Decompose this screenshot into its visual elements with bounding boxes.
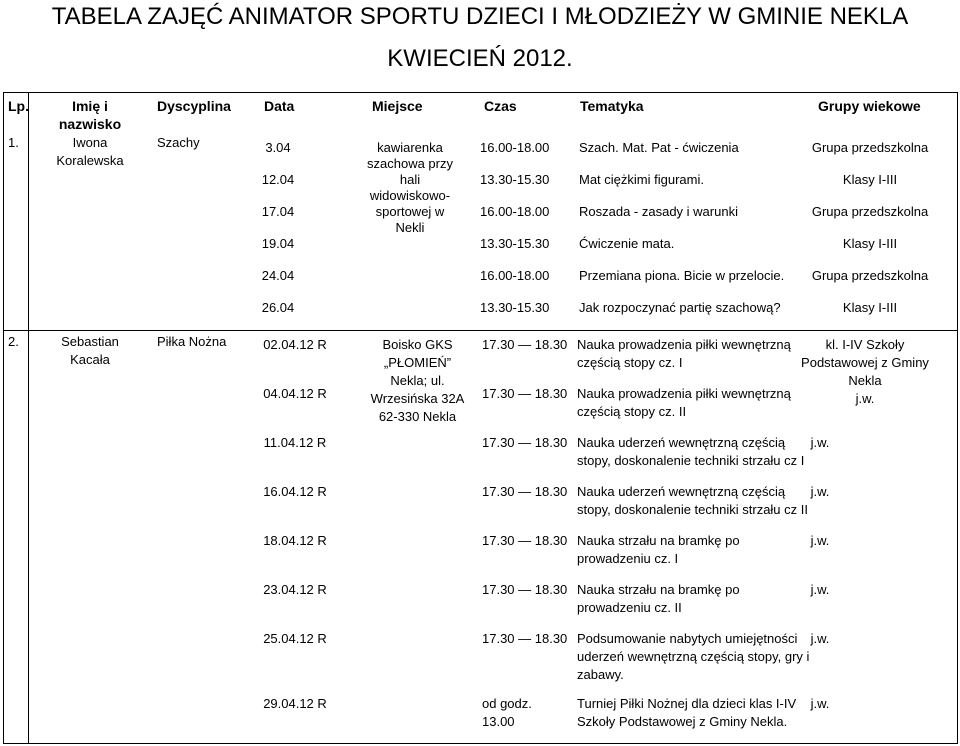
row2-topic: Nauka prowadzenia piłki wewnętrzną — [577, 337, 791, 352]
header-discipline: Dyscyplina — [157, 98, 231, 114]
row1-time: 16.00-18.00 — [480, 140, 550, 155]
row1-date: 19.04 — [261, 236, 295, 251]
document-title: TABELA ZAJĘĆ ANIMATOR SPORTU DZIECI I MŁODZIEŻY W GMINIE NEKLA — [51, 3, 909, 30]
row1-place-line: Nekli — [395, 220, 425, 235]
row2-group: j.w. — [810, 484, 830, 499]
row2-place-line: Boisko GKS — [382, 337, 453, 352]
row2-topic: Szkoły Podstawowej z Gminy Nekla. — [577, 714, 788, 729]
row1-date: 17.04 — [261, 204, 295, 219]
document-subtitle: KWIECIEŃ 2012. — [387, 45, 573, 72]
row1-time: 13.30-15.30 — [480, 236, 550, 251]
row2-place-line: „PŁOMIEŃ” — [383, 355, 452, 370]
row1-place-line: widowiskowo- — [369, 188, 451, 203]
row2-name-line2: Kacała — [70, 352, 110, 367]
row1-name-line1: Iwona — [72, 135, 108, 150]
row2-time: 17.30 — 18.30 — [482, 533, 568, 548]
row2-time: od godz. — [482, 696, 532, 711]
row2-topic: zabawy. — [577, 667, 624, 682]
row2-group: j.w. — [810, 582, 830, 597]
row2-group: j.w. — [855, 391, 875, 406]
row1-group: Grupa przedszkolna — [811, 140, 929, 155]
row2-topic: prowadzeniu cz. I — [577, 551, 679, 566]
row1-date: 3.04 — [265, 140, 291, 155]
row2-place-line: 62-330 Nekla — [378, 409, 457, 424]
row1-place-line: szachowa przy — [367, 156, 453, 171]
row2-time: 17.30 — 18.30 — [482, 484, 568, 499]
row2-time: 17.30 — 18.30 — [482, 631, 568, 646]
header-place: Miejsce — [372, 98, 423, 114]
row2-topic: Nauka prowadzenia piłki wewnętrzną — [577, 386, 791, 401]
row2-date: 23.04.12 R — [263, 582, 327, 597]
header-date: Data — [264, 98, 295, 114]
row2-group: j.w. — [810, 631, 830, 646]
row1-topic: Mat ciężkimi figurami. — [579, 172, 704, 187]
row2-date: 18.04.12 R — [263, 533, 327, 548]
row2-topic: stopy, doskonalenie techniki strzału cz I — [577, 453, 805, 468]
row1-place-line: sportowej w — [375, 204, 445, 219]
row1-name-line2: Koralewska — [56, 153, 124, 168]
row2-topic: Nauka strzału na bramkę po — [577, 582, 740, 597]
row1-topic: Roszada - zasady i warunki — [579, 204, 738, 219]
row-divider — [3, 330, 958, 331]
row2-lp: 2. — [8, 334, 19, 349]
row2-date: 29.04.12 R — [263, 696, 327, 711]
header-name-line1: Imię i — [72, 98, 108, 114]
header-groups: Grupy wiekowe — [818, 98, 921, 114]
row1-group: Klasy I-III — [842, 300, 898, 315]
row1-topic: Przemiana piona. Bicie w przelocie. — [579, 268, 785, 283]
row2-topic: Nauka uderzeń wewnętrzną częścią — [577, 484, 786, 499]
row2-time: 17.30 — 18.30 — [482, 582, 568, 597]
row1-time: 13.30-15.30 — [480, 300, 550, 315]
row2-topic: Nauka uderzeń wewnętrzną częścią — [577, 435, 786, 450]
row2-group: j.w. — [810, 435, 830, 450]
row1-time: 13.30-15.30 — [480, 172, 550, 187]
row1-place-line: kawiarenka — [377, 140, 443, 155]
row1-group: Klasy I-III — [842, 236, 898, 251]
row1-topic: Ćwiczenie mata. — [579, 236, 675, 251]
row2-group: kl. I-IV Szkoły — [825, 337, 905, 352]
row2-group: Nekla — [848, 373, 882, 388]
row1-group: Klasy I-III — [842, 172, 898, 187]
row2-topic: Nauka strzału na bramkę po — [577, 533, 740, 548]
row2-date: 02.04.12 R — [263, 337, 327, 352]
row2-name-line1: Sebastian — [61, 334, 119, 349]
row2-place-line: Nekla; ul. — [390, 373, 445, 388]
row1-time: 16.00-18.00 — [480, 268, 550, 283]
row1-lp: 1. — [8, 135, 19, 150]
row2-place-line: Wrzesińska 32A — [370, 391, 465, 406]
row1-place-line: hali — [399, 172, 421, 187]
row1-date: 12.04 — [261, 172, 295, 187]
row2-date: 11.04.12 R — [263, 435, 327, 450]
row1-group: Grupa przedszkolna — [811, 268, 929, 283]
row1-group: Grupa przedszkolna — [811, 204, 929, 219]
row1-date: 26.04 — [261, 300, 295, 315]
row2-time: 17.30 — 18.30 — [482, 337, 568, 352]
row1-discipline: Szachy — [157, 135, 200, 150]
row2-topic: częścią stopy cz. I — [577, 355, 683, 370]
row2-date: 04.04.12 R — [263, 386, 327, 401]
row2-group: Podstawowej z Gminy — [801, 355, 929, 370]
row1-date: 24.04 — [261, 268, 295, 283]
header-lp: Lp. — [8, 98, 29, 114]
row2-topic: Podsumowanie nabytych umiejętności — [577, 631, 798, 646]
row1-topic: Jak rozpoczynać partię szachową? — [579, 300, 781, 315]
header-time: Czas — [484, 98, 517, 114]
header-topic: Tematyka — [580, 98, 644, 114]
row2-date: 25.04.12 R — [263, 631, 327, 646]
column-divider — [28, 92, 29, 744]
row2-time: 13.00 — [482, 714, 515, 729]
row2-discipline: Piłka Nożna — [157, 334, 227, 349]
row2-group: j.w. — [810, 696, 830, 711]
row2-topic: stopy, doskonalenie techniki strzału cz II — [577, 502, 808, 517]
row2-group: j.w. — [810, 533, 830, 548]
row2-date: 16.04.12 R — [263, 484, 327, 499]
row2-topic: Turniej Piłki Nożnej dla dzieci klas I-IV — [577, 696, 797, 711]
row2-topic: częścią stopy cz. II — [577, 404, 687, 419]
row2-topic: uderzeń wewnętrzną częścią stopy, gry i — [577, 649, 810, 664]
header-name-line2: nazwisko — [58, 116, 122, 132]
row1-topic: Szach. Mat. Pat - ćwiczenia — [579, 140, 739, 155]
row2-time: 17.30 — 18.30 — [482, 386, 568, 401]
row2-topic: prowadzeniu cz. II — [577, 600, 682, 615]
row2-time: 17.30 — 18.30 — [482, 435, 568, 450]
row1-time: 16.00-18.00 — [480, 204, 550, 219]
